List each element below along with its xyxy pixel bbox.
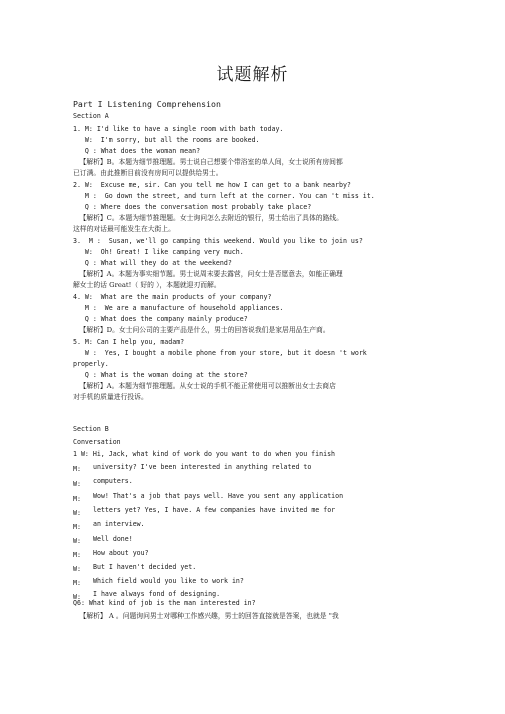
- analysis-line: 【解析】B。本题为细节推理题。男士说自己想要个带浴室的单人间，女士说所有房间都: [73, 158, 343, 166]
- speaker-label: M:: [73, 551, 81, 559]
- a-line: Q : What does the woman mean?: [73, 147, 201, 155]
- a-line: M : We are a manufacture of household appliances.: [73, 304, 284, 312]
- conversation-line: 1 W: Hi, Jack, what kind of work do you want to do when you finish: [73, 450, 336, 458]
- a-line: 2. W: Excuse me, sir. Can you tell me how I can get to a bank nearby?: [73, 181, 351, 189]
- conversation-line: computers.: [93, 477, 133, 485]
- analysis-line: 【解析】A。本题为事实细节题。男士说周末要去露营，问女士是否愿意去，如能正确理: [73, 270, 343, 278]
- a-line: W: I'm sorry, but all the rooms are booked.: [73, 136, 260, 144]
- analysis-line: 【解析】 A 。问题询问男士对哪种工作感兴趣，男士的回答直接就是答案，也就是 "我: [73, 612, 339, 620]
- speaker-label: W:: [73, 565, 81, 573]
- a-line: Q : Where does the conversation most probably take place?: [73, 203, 312, 211]
- a-line: properly.: [73, 360, 109, 368]
- a-line: Q : What is the woman doing at the store?: [73, 371, 248, 379]
- a-line: 1. M: I'd like to have a single room with bath today.: [73, 125, 284, 133]
- conversation-line: an interview.: [93, 520, 145, 528]
- speaker-label: M:: [73, 579, 81, 587]
- conversation-line: But I haven't decided yet.: [93, 563, 197, 571]
- analysis-line: 这样的对话最可能发生在大街上。: [73, 225, 175, 233]
- speaker-label: M:: [73, 495, 81, 503]
- conversation-line: Wow! That's a job that pays well. Have you sent any application: [93, 492, 344, 500]
- question-6: Q6: What kind of job is the man interested in?: [73, 599, 256, 607]
- speaker-label: W:: [73, 480, 81, 488]
- a-line: Q : What does the company mainly produce?: [73, 315, 248, 323]
- a-line: 5. M: Can I help you, madam?: [73, 338, 185, 346]
- speaker-label: M:: [73, 523, 81, 531]
- a-line: M : Go down the street, and turn left at the corner. You can 't miss it.: [73, 192, 375, 200]
- conversation-line: I have always fond of designing.: [93, 590, 221, 598]
- speaker-label: W:: [73, 537, 81, 545]
- a-line: W : Yes, I bought a mobile phone from your store, but it doesn 't work: [73, 349, 367, 357]
- analysis-line: 解女士的话 Great!（ 好的 ），本题就迎刃而解。: [73, 281, 221, 289]
- speaker-label: W:: [73, 593, 81, 601]
- conversation-heading: Conversation: [73, 438, 121, 446]
- analysis-line: 对手机的质量进行投诉。: [73, 393, 148, 401]
- section-b-heading: Section B: [73, 425, 109, 433]
- conversation-line: Which field would you like to work in?: [93, 577, 244, 585]
- analysis-line: 【解析】D。女士问公司的主要产品是什么，男士的回答说我们是家居用品生产商。: [73, 326, 330, 334]
- conversation-line: letters yet? Yes, I have. A few companies have invited me for: [93, 506, 336, 514]
- conversation-line: How about you?: [93, 549, 149, 557]
- analysis-line: 【解析】A。本题为细节推理题。从女士说的手机不能正常使用可以推断出女士去商店: [73, 382, 336, 390]
- conversation-line: university? I've been interested in anything related to: [93, 463, 312, 471]
- a-line: W: Oh! Great! I like camping very much.: [73, 248, 244, 256]
- speaker-label: M:: [73, 465, 81, 473]
- analysis-line: 已订满。由此推断目前没有房间可以提供给男士。: [73, 169, 223, 177]
- speaker-label: W:: [73, 509, 81, 517]
- a-line: 3. M : Susan, we'll go camping this weekend. Would you like to join us?: [73, 237, 363, 245]
- conversation-line: Well done!: [93, 535, 133, 543]
- part-heading: Part I Listening Comprehension: [73, 99, 221, 109]
- a-line: 4. W: What are the main products of your company?: [73, 293, 272, 301]
- analysis-line: 【解析】C。本题为细节推理题。女士询问怎么去附近的银行，男士给出了具体的路线。: [73, 214, 343, 222]
- section-a-heading: Section A: [73, 112, 109, 120]
- page-title: 试题解析: [216, 65, 289, 85]
- a-line: Q : What will they do at the weekend?: [73, 259, 232, 267]
